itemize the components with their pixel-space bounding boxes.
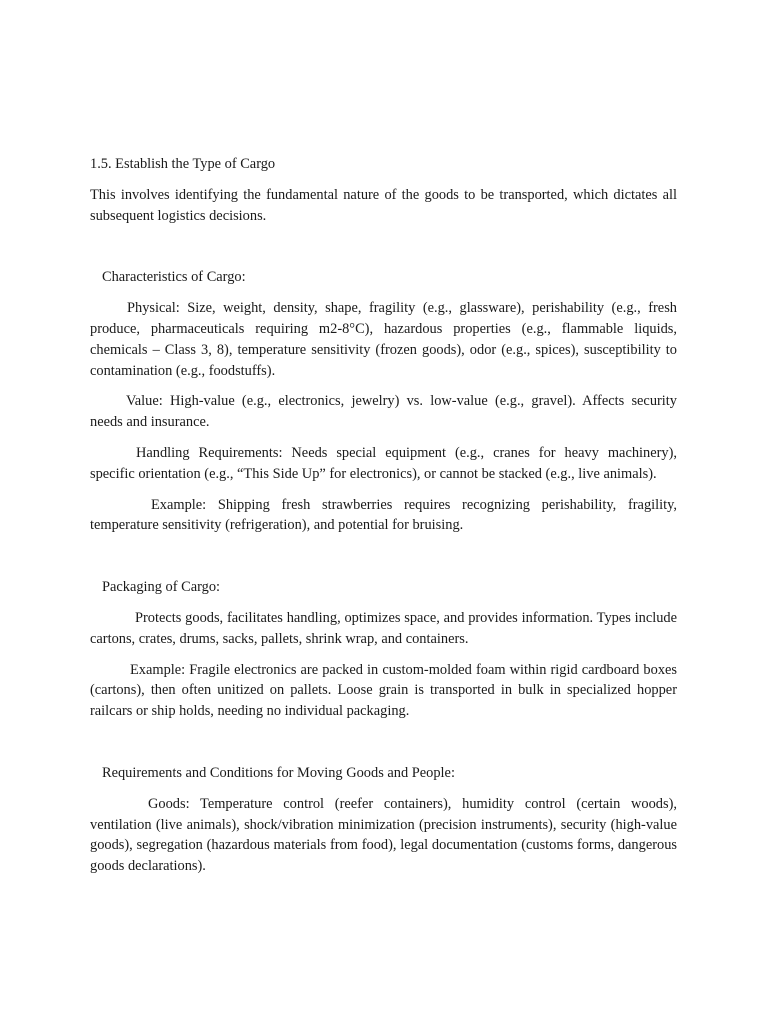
strawberries-example-paragraph: Example: Shipping fresh strawberries requires recognizing perishability, fragility, temperature sensitivity (refrigeration), and potential for bruising. — [90, 496, 677, 534]
document-page — [90, 154, 677, 887]
physical-paragraph: Physical: Size, weight, density, shape, fragility (e.g., glassware), perishability (e.g., fresh produce, pharmaceuticals requiring m2-8°C), hazardous properties (e.g., flammable liquids, chemicals – Class 3, 8), temperature sensitivity (frozen goods), odor (e.g., spices), susceptibility to contamination (e.g., foodstuffs). — [90, 300, 677, 379]
intro-paragraph: This involves identifying the fundamental nature of the goods to be transported, which dictates all subsequent logistics decisions. — [90, 186, 677, 224]
electronics-example-paragraph: Example: Fragile electronics are packed in custom-molded foam within rigid cardboard boxes (cartons), then often unitized on pallets. Loose grain is transported in bulk in specialized hopper railcars or ship holds, needing no individual packaging. — [90, 661, 677, 720]
packaging-paragraph: Protects goods, facilitates handling, optimizes space, and provides information. Types include cartons, crates, drums, sacks, pallets, shrink wrap, and containers. — [90, 609, 677, 647]
handling-paragraph: Handling Requirements: Needs special equipment (e.g., cranes for heavy machinery), specific orientation (e.g., “This Side Up” for electronics), or cannot be stacked (e.g., live animals). — [90, 444, 677, 482]
goods-paragraph: Goods: Temperature control (reefer containers), humidity control (certain woods), ventilation (live animals), shock/vibration minimization (precision instruments), security (high-value goods), segregation (hazardous materials from food), legal documentation (customs forms, dangerous goods declarations). — [90, 795, 677, 875]
packaging-heading: Packaging of Cargo: — [102, 579, 221, 596]
section-heading: 1.5. Establish the Type of Cargo — [90, 156, 276, 172]
requirements-heading: Requirements and Conditions for Moving Goods and People: — [102, 764, 455, 781]
value-paragraph: Value: High-value (e.g., electronics, jewelry) vs. low-value (e.g., gravel). Affects security needs and insurance. — [90, 393, 677, 431]
characteristics-heading: Characteristics of Cargo: — [102, 269, 246, 286]
